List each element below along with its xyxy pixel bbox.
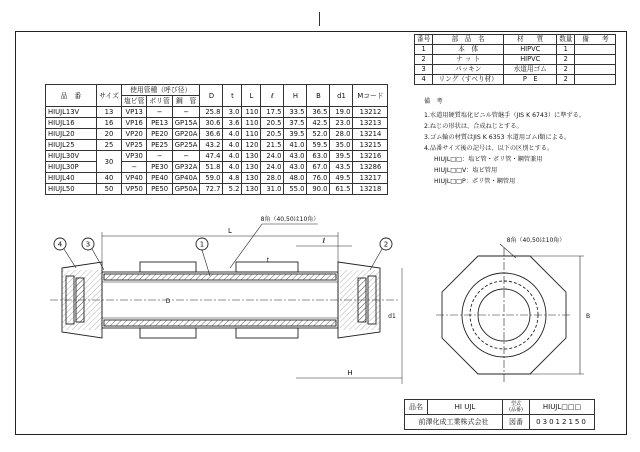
title-row-2 xyxy=(405,415,595,430)
cell-p2: − xyxy=(147,107,172,118)
cell-size: 40 xyxy=(97,173,122,184)
cell: 2 xyxy=(557,75,575,85)
cell-H: 39.5 xyxy=(284,129,307,140)
cell-H: 43.0 xyxy=(284,162,307,173)
hex-label-front: 8角（40,50は10角） xyxy=(506,237,566,244)
col-name: 品 番 xyxy=(46,85,97,107)
parts-col-remarks: 備 考 xyxy=(575,35,616,45)
cell-l: 21.5 xyxy=(261,140,284,151)
cell-d1: 19.0 xyxy=(330,107,353,118)
cell-p2: PE13 xyxy=(147,118,172,129)
dim-l-label: ℓ xyxy=(322,237,326,245)
cell-code: 13212 xyxy=(353,107,388,118)
cell: 水道用ゴム xyxy=(504,65,557,75)
cell-d1: 28.0 xyxy=(330,129,353,140)
cell-code: 13216 xyxy=(353,151,388,162)
cell-name: HIUJL40 xyxy=(46,173,97,184)
cell-t: 4.0 xyxy=(223,162,242,173)
col-steel: 鋼 管 xyxy=(172,96,200,107)
cell: パッキン xyxy=(433,65,504,75)
col-l: ℓ xyxy=(261,85,284,107)
cell-t: 4.0 xyxy=(223,151,242,162)
cell: HIPVC xyxy=(504,45,557,55)
cell-code: 13213 xyxy=(353,118,388,129)
title-row-1 xyxy=(405,400,595,415)
dim-H-label: H xyxy=(347,369,353,377)
cell-t: 3.0 xyxy=(223,107,242,118)
cell: 1 xyxy=(557,45,575,55)
cell-H: 48.0 xyxy=(284,173,307,184)
cell-d1: 61.5 xyxy=(330,184,353,195)
cell-t: 4.0 xyxy=(223,140,242,151)
cell-p2: PE25 xyxy=(147,140,172,151)
cell-p2: PE30 xyxy=(147,162,172,173)
cell-B: 90.0 xyxy=(307,184,330,195)
cell-p1: VP30 xyxy=(122,151,147,162)
note-line: 4.品番サイズ後の記号は、以下の区別とする。 xyxy=(424,145,554,152)
cell: 3 xyxy=(415,65,433,75)
cell: リング（すべり材） xyxy=(433,75,504,85)
cell-size: 50 xyxy=(97,184,122,195)
cell-l: 24.0 xyxy=(261,151,284,162)
cell-d1: 49.5 xyxy=(330,173,353,184)
cell-p1: VP25 xyxy=(122,140,147,151)
cell-t: 4.8 xyxy=(223,173,242,184)
col-D: D xyxy=(200,85,223,107)
dim-t-label: t xyxy=(266,257,270,264)
note-line: 3.ゴム輪の材質はJIS K 6353 水道用ゴムⅠ類による。 xyxy=(424,134,571,141)
col-pvc: 塩ビ管 xyxy=(122,96,147,107)
cell-p2: PE50 xyxy=(147,184,172,195)
cell-d1: 43.5 xyxy=(330,162,353,173)
title-block xyxy=(404,399,595,430)
drawing-no: 03012150 xyxy=(530,415,595,430)
parts-col-no: 番号 xyxy=(415,35,433,45)
cell-B: 59.5 xyxy=(307,140,330,151)
col-pe: ポリ管 xyxy=(147,96,172,107)
cell-name: HIUJL25 xyxy=(46,140,97,151)
cell: ナ ッ ト xyxy=(433,55,504,65)
cell-L: 110 xyxy=(242,118,261,129)
cell-name: HIUJL30P xyxy=(46,162,97,173)
cell-l: 17.5 xyxy=(261,107,284,118)
cell-t: 3.6 xyxy=(223,118,242,129)
cell: 2 xyxy=(415,55,433,65)
cell-l: 28.0 xyxy=(261,173,284,184)
cell-L: 110 xyxy=(242,107,261,118)
cell: P E xyxy=(504,75,557,85)
side-view xyxy=(50,224,402,384)
cell-H: 33.5 xyxy=(284,107,307,118)
cell-code: 13214 xyxy=(353,129,388,140)
cell-code: 13217 xyxy=(353,173,388,184)
cell-p2: − xyxy=(147,151,172,162)
callout-1-label: 1 xyxy=(199,240,205,249)
cell-p3: GP25A xyxy=(172,140,200,151)
cell-p3: GP20A xyxy=(172,129,200,140)
cell-l: 24.0 xyxy=(261,162,284,173)
cell-D: 51.8 xyxy=(200,162,223,173)
cell-name: HIUJL30V xyxy=(46,151,97,162)
cell: 本 体 xyxy=(433,45,504,55)
cell: 1 xyxy=(415,45,433,55)
cell-p1: VP50 xyxy=(122,184,147,195)
cell: 2 xyxy=(557,55,575,65)
company-name: 前澤化成工業株式会社 xyxy=(405,415,503,430)
cell-p3: GP32A xyxy=(172,162,200,173)
cell-d1: 35.0 xyxy=(330,140,353,151)
cell-L: 130 xyxy=(242,162,261,173)
cell-D: 30.6 xyxy=(200,118,223,129)
cell-code: 13218 xyxy=(353,184,388,195)
cell-D: 25.8 xyxy=(200,107,223,118)
cell-L: 130 xyxy=(242,184,261,195)
notes-title: 備 考 xyxy=(424,98,443,105)
dim-d1-label: d1 xyxy=(388,313,396,320)
cell-name: HIUJL20 xyxy=(46,129,97,140)
cell: 4 xyxy=(415,75,433,85)
col-B: B xyxy=(307,85,330,107)
dim-D-label: D xyxy=(165,298,171,305)
cell-H: 43.0 xyxy=(284,151,307,162)
cell-p2: PE40 xyxy=(147,173,172,184)
col-H: H xyxy=(284,85,307,107)
note-line: 1.水道用硬質塩化ビニル管継手（JIS K 6743）に準ずる。 xyxy=(424,112,585,119)
model-label: 型式 (品番) xyxy=(503,400,530,415)
cell-p1: VP13 xyxy=(122,107,147,118)
cell-size: 16 xyxy=(97,118,122,129)
cell-p3: − xyxy=(172,107,200,118)
cell-name: HIUJL50 xyxy=(46,184,97,195)
name-value: HI UJL xyxy=(428,400,503,415)
cell-p2: PE20 xyxy=(147,129,172,140)
cell-code: 13286 xyxy=(353,162,388,173)
cell-L: 130 xyxy=(242,151,261,162)
cell-p3: GP15A xyxy=(172,118,200,129)
cell-size: 20 xyxy=(97,129,122,140)
cell-B: 67.0 xyxy=(307,162,330,173)
cell-name: HIUJL16 xyxy=(46,118,97,129)
callout-2-label: 2 xyxy=(383,240,389,249)
cell-p3: GP40A xyxy=(172,173,200,184)
cell-code: 13215 xyxy=(353,140,388,151)
cell-D: 43.2 xyxy=(200,140,223,151)
cell-B: 52.0 xyxy=(307,129,330,140)
cell-B: 76.0 xyxy=(307,173,330,184)
cell: HIPVC xyxy=(504,55,557,65)
col-d1: d1 xyxy=(330,85,353,107)
callout-4-label: 4 xyxy=(57,240,63,249)
col-t: t xyxy=(223,85,242,107)
cell: 2 xyxy=(557,65,575,75)
cell-p1: VP40 xyxy=(122,173,147,184)
cell-L: 130 xyxy=(242,173,261,184)
model-value: HIUJL□□□ xyxy=(530,400,595,415)
cell-B: 42.5 xyxy=(307,118,330,129)
dim-L-label: L xyxy=(228,227,232,235)
note-sub: HIUJL□□：塩ビ管・ポリ管・鋼管兼用 xyxy=(434,156,543,163)
hex-label-side: 8角（40,50は10角） xyxy=(260,216,320,223)
cell-t: 4.0 xyxy=(223,129,242,140)
note-sub: HIUJL□□V：塩ビ管用 xyxy=(434,167,498,174)
col-pipe-group: 使用管種（呼び径） xyxy=(122,85,200,96)
cell-H: 37.5 xyxy=(284,118,307,129)
cell-size: 13 xyxy=(97,107,122,118)
front-view xyxy=(436,244,584,384)
cell-size: 25 xyxy=(97,140,122,151)
cell-d1: 39.5 xyxy=(330,151,353,162)
cell-D: 72.7 xyxy=(200,184,223,195)
cell-L: 120 xyxy=(242,140,261,151)
cell-p1: VP16 xyxy=(122,118,147,129)
cell-L: 110 xyxy=(242,129,261,140)
drawing-no-label: 図番 xyxy=(503,415,530,430)
name-label: 品名 xyxy=(405,400,428,415)
cell-p1: − xyxy=(122,162,147,173)
cell-H: 41.0 xyxy=(284,140,307,151)
cell-p3: GP50A xyxy=(172,184,200,195)
cell-p1: VP20 xyxy=(122,129,147,140)
note-line: 2.ねじの形状は、合成ねじとする。 xyxy=(424,123,523,130)
note-sub: HIUJL□□P：ポリ管・鋼管用 xyxy=(434,178,516,185)
cell-B: 63.0 xyxy=(307,151,330,162)
cell-l: 20.5 xyxy=(261,118,284,129)
cell-B: 36.5 xyxy=(307,107,330,118)
cell-H: 55.0 xyxy=(284,184,307,195)
cell-size: 30 xyxy=(97,151,122,173)
cell-D: 59.0 xyxy=(200,173,223,184)
parts-col-material: 材 質 xyxy=(504,35,557,45)
cell-D: 47.4 xyxy=(200,151,223,162)
col-mcode: Mコード xyxy=(353,85,388,107)
cell-name: HIUJL13V xyxy=(46,107,97,118)
callout-3-label: 3 xyxy=(85,240,91,249)
col-L: L xyxy=(242,85,261,107)
cell-l: 31.0 xyxy=(261,184,284,195)
parts-col-qty: 数量 xyxy=(557,35,575,45)
col-size: サイズ xyxy=(97,85,122,107)
cell-l: 20.5 xyxy=(261,129,284,140)
cell-t: 5.2 xyxy=(223,184,242,195)
dim-B-label: B xyxy=(585,313,591,320)
parts-col-name: 部 品 名 xyxy=(433,35,504,45)
cell-d1: 23.0 xyxy=(330,118,353,129)
cell-p3: − xyxy=(172,151,200,162)
cell-D: 36.6 xyxy=(200,129,223,140)
